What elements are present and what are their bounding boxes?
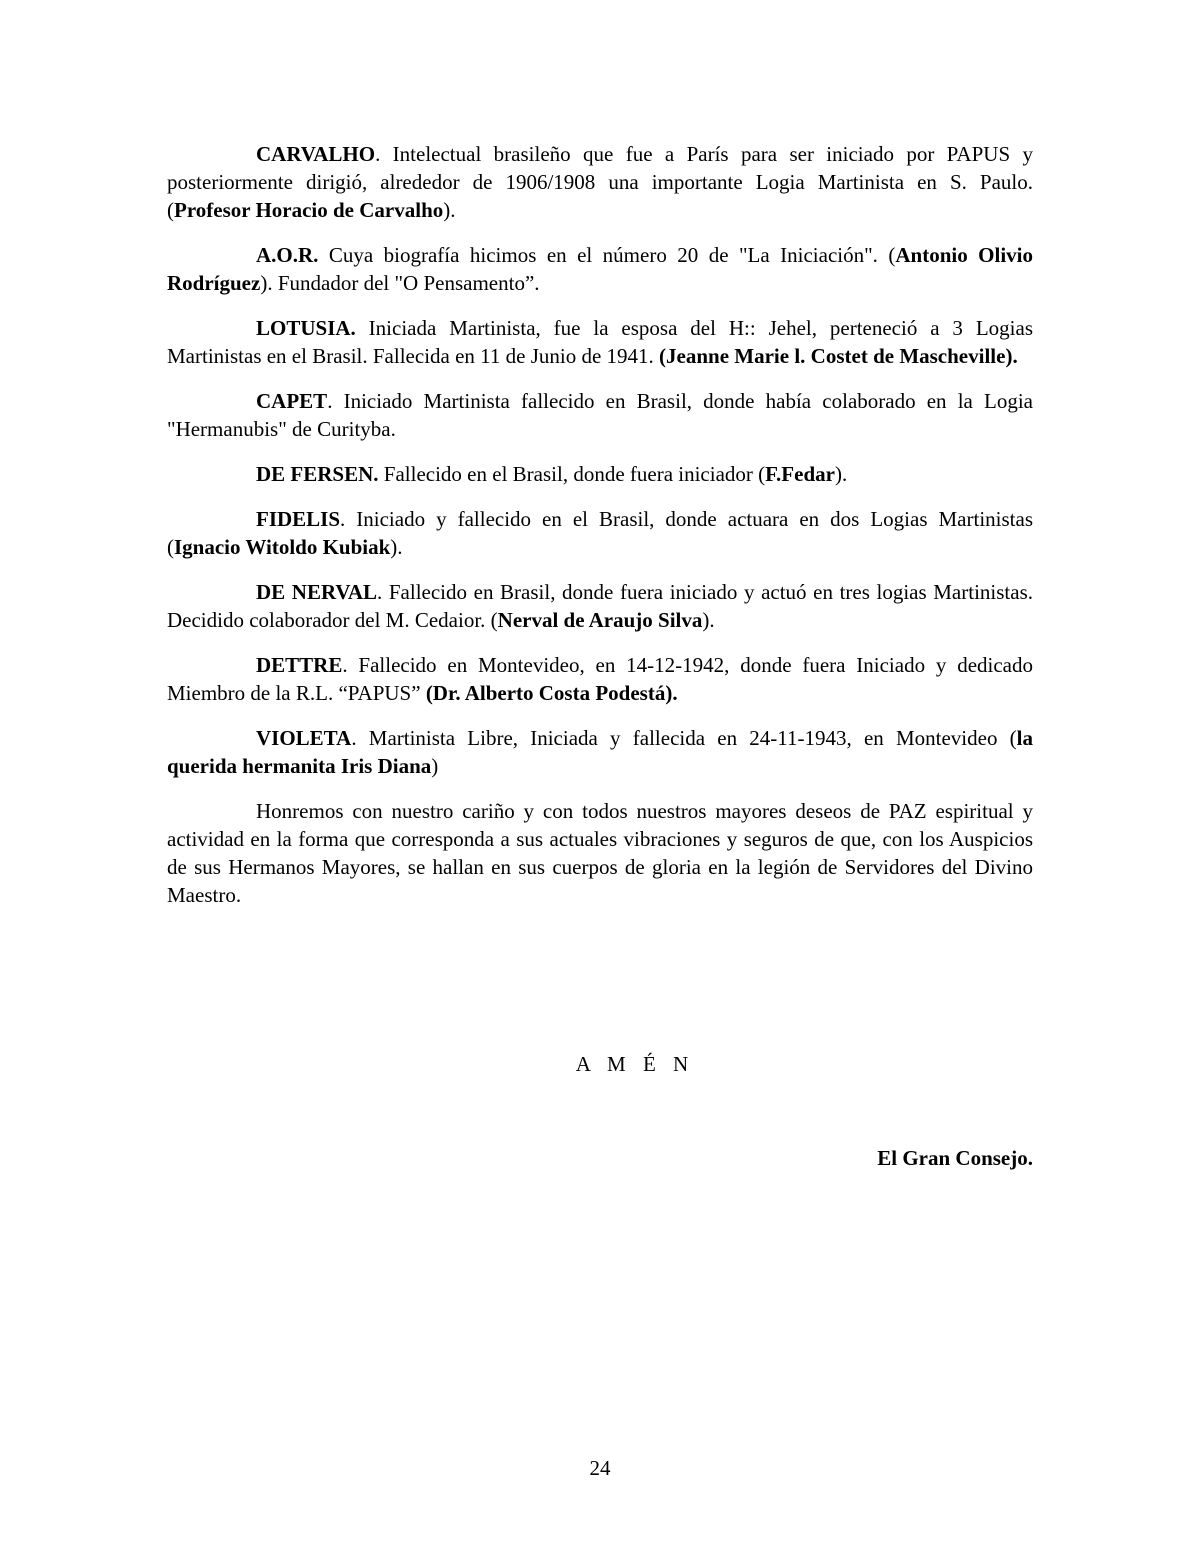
entry-bold-text: la querida hermanita Iris Diana xyxy=(167,726,1033,778)
entry-bold-text: Ignacio Witoldo Kubiak xyxy=(174,535,391,559)
entry-text: Honremos con nuestro cariño y con todos nuestros mayores deseos de PAZ espiritual y actividad en la forma que corresponda a sus actuales vibraciones y seguros de que, con los Auspicios de sus Hermanos Mayores, se hallan en sus cuerpos de gloria en la legión de Servidores del Divino Maestro. xyxy=(167,799,1033,907)
entry-carvalho xyxy=(167,140,1033,224)
entry-capet xyxy=(167,387,1033,443)
signature: El Gran Consejo. xyxy=(877,1146,1033,1170)
entry-honremos xyxy=(167,797,1033,909)
entry-text: ). xyxy=(834,462,848,486)
entry-violeta xyxy=(167,724,1033,780)
entry-bold-text: F.Fedar xyxy=(765,462,835,486)
entry-bold-text: DETTRE xyxy=(256,653,343,677)
entry-text: . Intelectual brasileño que fue a París para ser iniciado por PAPUS y posteriormente dirigió, alrededor de 1906/1908 una importante Logia Martinista en S. Paulo. ( xyxy=(167,142,1033,222)
entry-dettre xyxy=(167,651,1033,707)
entry-text: . Fallecido en Montevideo, en 14-12-1942, donde fuera Iniciado y dedicado Miembro de la R.L. “PAPUS” xyxy=(167,653,1033,705)
entry-fidelis xyxy=(167,505,1033,561)
entry-bold-text: FIDELIS xyxy=(256,507,341,531)
entry-de-fersen xyxy=(167,460,1033,488)
entry-text: ). xyxy=(390,535,403,559)
entry-text: . Martinista Libre, Iniciada y fallecida en 24-11-1943, en Montevideo ( xyxy=(351,726,1017,750)
entry-aor xyxy=(167,241,1033,297)
closing-amen: A M É N xyxy=(575,1052,695,1076)
entry-bold-text: LOTUSIA. xyxy=(256,316,356,340)
entry-text: . Iniciado y fallecido en el Brasil, donde actuara en dos Logias Martinistas ( xyxy=(167,507,1033,559)
entry-text: ). xyxy=(443,198,456,222)
entry-bold-text: DE FERSEN. xyxy=(256,462,379,486)
entry-text: ) xyxy=(431,754,439,778)
entry-bold-text: DE NERVAL xyxy=(256,580,378,604)
document-body xyxy=(167,140,1033,926)
entries-list xyxy=(167,140,1033,909)
entry-bold-text: A.O.R. xyxy=(256,243,319,267)
entry-bold-text: CAPET xyxy=(256,389,328,413)
entry-text: Fallecido en el Brasil, donde fuera iniciador ( xyxy=(378,462,766,486)
entry-bold-text: (Dr. Alberto Costa Podestá). xyxy=(425,681,678,705)
entry-bold-text: CARVALHO xyxy=(256,142,376,166)
entry-text: Cuya biografía hicimos en el número 20 de "La Iniciación". ( xyxy=(318,243,896,267)
entry-text: ). xyxy=(702,608,715,632)
entry-text: ). Fundador del "O Pensamento”. xyxy=(260,271,540,295)
entry-bold-text: Profesor Horacio de Carvalho xyxy=(174,198,444,222)
entry-text: Iniciada Martinista, fue la esposa del H:: Jehel, perteneció a 3 Logias Martinistas en el Brasil. Fallecida en 11 de Junio de 1941. xyxy=(167,316,1033,368)
entry-bold-text: Antonio Olivio Rodríguez xyxy=(167,243,1033,295)
entry-bold-text: VIOLETA xyxy=(256,726,352,750)
entry-bold-text: Nerval de Araujo Silva xyxy=(497,608,703,632)
entry-lotusia xyxy=(167,314,1033,370)
entry-bold-text: (Jeanne Marie l. Costet de Mascheville). xyxy=(659,344,1018,368)
entry-text: . Fallecido en Brasil, donde fuera iniciado y actuó en tres logias Martinistas. Decidido colaborador del M. Cedaior. ( xyxy=(167,580,1033,632)
entry-text: . Iniciado Martinista fallecido en Brasil, donde había colaborado en la Logia "Hermanubis" de Curityba. xyxy=(167,389,1033,441)
page-number: 24 xyxy=(589,1456,611,1480)
entry-de-nerval xyxy=(167,578,1033,634)
